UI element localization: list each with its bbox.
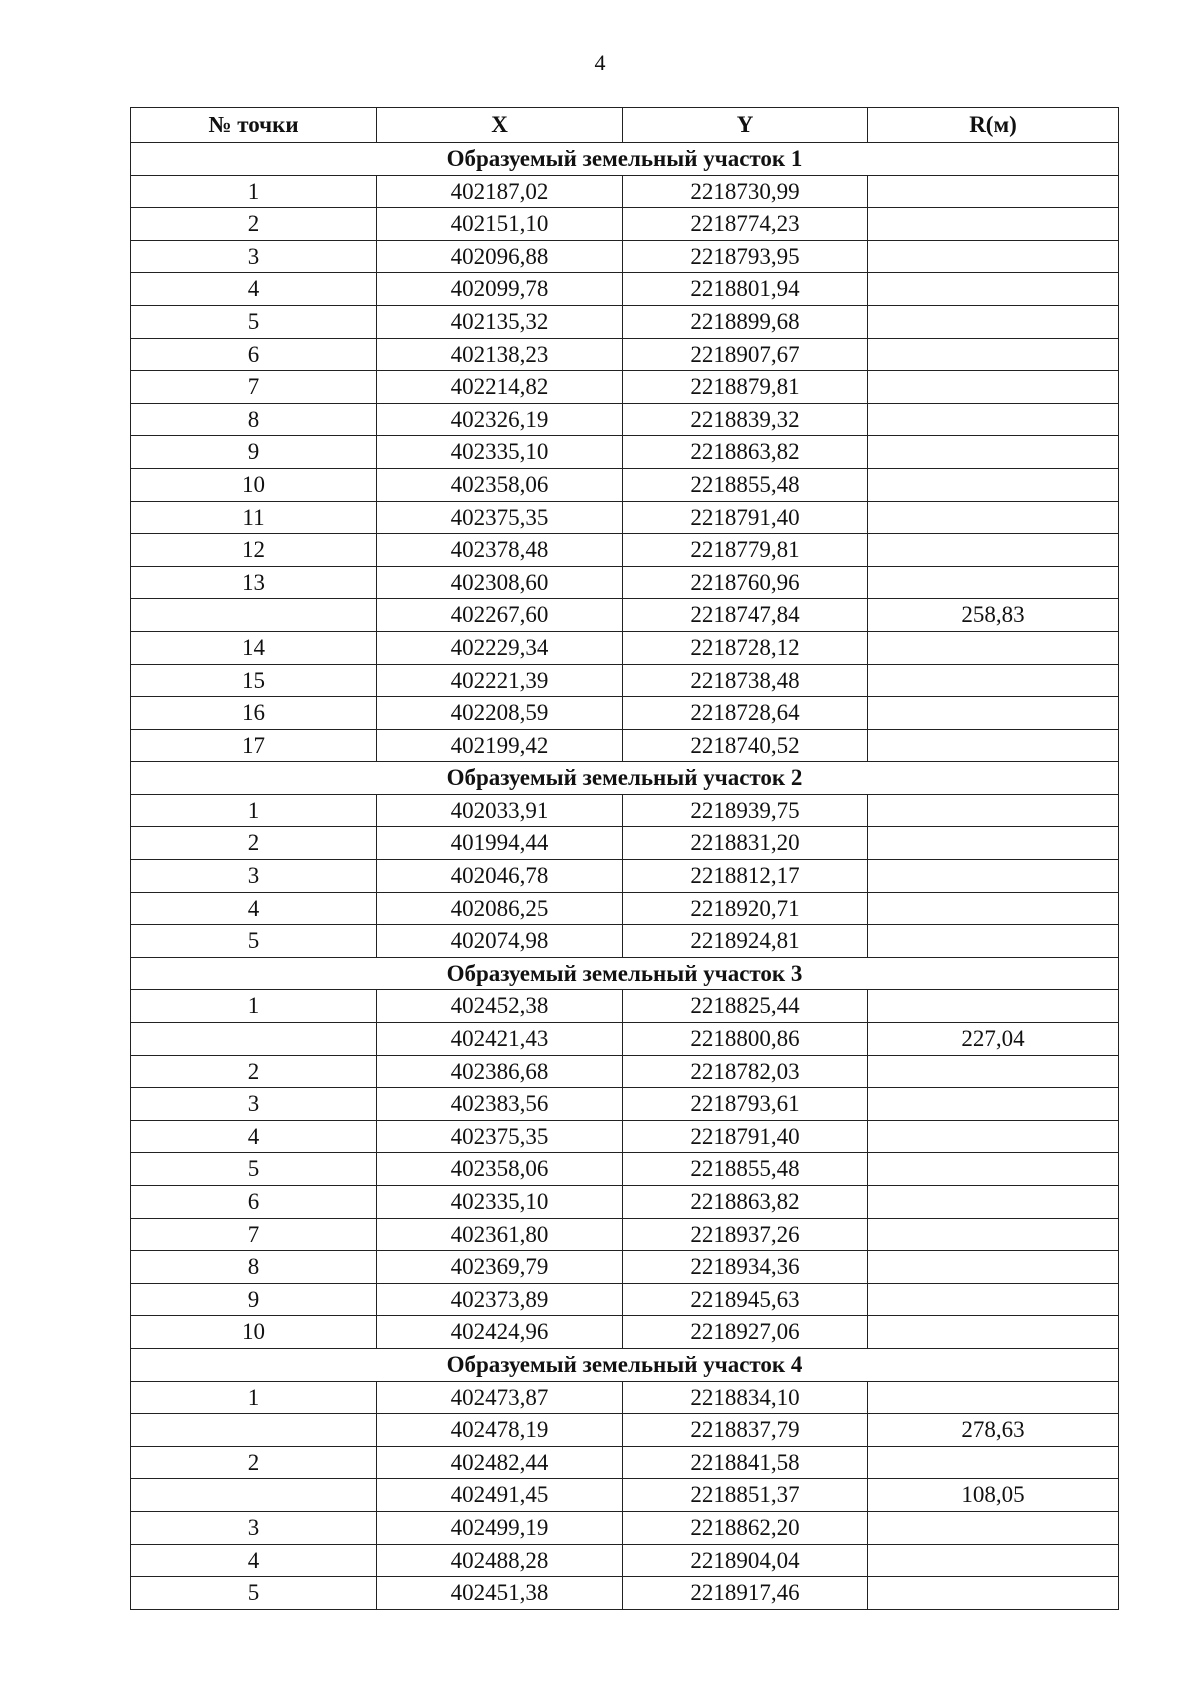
cell-point-number (131, 1479, 377, 1512)
cell-point-number: 2 (131, 1446, 377, 1479)
cell-radius (868, 566, 1119, 599)
cell-point-number: 3 (131, 860, 377, 893)
section-title: Образуемый земельный участок 3 (131, 957, 1119, 990)
section-title: Образуемый земельный участок 2 (131, 762, 1119, 795)
cell-x: 402135,32 (377, 305, 623, 338)
cell-y: 2218730,99 (623, 175, 868, 208)
table-row (131, 1218, 1119, 1251)
cell-point-number: 5 (131, 1153, 377, 1186)
cell-point-number: 10 (131, 1316, 377, 1349)
cell-point-number: 8 (131, 1251, 377, 1284)
cell-radius: 227,04 (868, 1023, 1119, 1056)
table-row (131, 1283, 1119, 1316)
cell-y: 2218920,71 (623, 892, 868, 925)
coordinates-table (130, 107, 1119, 1610)
cell-x: 401994,44 (377, 827, 623, 860)
table-body (131, 143, 1119, 1610)
cell-y: 2218907,67 (623, 338, 868, 371)
cell-radius (868, 501, 1119, 534)
cell-point-number: 2 (131, 1055, 377, 1088)
cell-y: 2218937,26 (623, 1218, 868, 1251)
table-row (131, 566, 1119, 599)
cell-point-number: 2 (131, 827, 377, 860)
cell-radius (868, 892, 1119, 925)
cell-point-number: 4 (131, 892, 377, 925)
cell-radius (868, 371, 1119, 404)
section-row (131, 1348, 1119, 1381)
cell-point-number: 3 (131, 1088, 377, 1121)
cell-radius (868, 1120, 1119, 1153)
cell-radius (868, 436, 1119, 469)
cell-radius (868, 1577, 1119, 1610)
cell-y: 2218855,48 (623, 468, 868, 501)
cell-y: 2218812,17 (623, 860, 868, 893)
cell-radius (868, 1446, 1119, 1479)
cell-x: 402473,87 (377, 1381, 623, 1414)
cell-x: 402358,06 (377, 468, 623, 501)
table-row (131, 1316, 1119, 1349)
cell-x: 402096,88 (377, 240, 623, 273)
cell-y: 2218728,12 (623, 631, 868, 664)
cell-point-number: 11 (131, 501, 377, 534)
cell-y: 2218863,82 (623, 436, 868, 469)
cell-x: 402482,44 (377, 1446, 623, 1479)
table-row (131, 175, 1119, 208)
table-row (131, 925, 1119, 958)
cell-y: 2218728,64 (623, 697, 868, 730)
cell-y: 2218904,04 (623, 1544, 868, 1577)
table-row (131, 468, 1119, 501)
section-title: Образуемый земельный участок 1 (131, 143, 1119, 176)
table-row (131, 827, 1119, 860)
section-row (131, 143, 1119, 176)
cell-y: 2218782,03 (623, 1055, 868, 1088)
cell-x: 402229,34 (377, 631, 623, 664)
table-header (131, 108, 1119, 143)
cell-y: 2218863,82 (623, 1186, 868, 1219)
table-row (131, 338, 1119, 371)
page-number: 4 (594, 50, 606, 75)
cell-radius (868, 729, 1119, 762)
table-row (131, 1381, 1119, 1414)
cell-radius (868, 1511, 1119, 1544)
table-row (131, 501, 1119, 534)
cell-x: 402046,78 (377, 860, 623, 893)
cell-radius (868, 305, 1119, 338)
cell-point-number: 1 (131, 990, 377, 1023)
cell-x: 402199,42 (377, 729, 623, 762)
cell-point-number: 8 (131, 403, 377, 436)
cell-point-number (131, 1023, 377, 1056)
cell-x: 402308,60 (377, 566, 623, 599)
cell-point-number: 6 (131, 1186, 377, 1219)
cell-radius (868, 175, 1119, 208)
cell-point-number: 16 (131, 697, 377, 730)
table-row (131, 1544, 1119, 1577)
cell-y: 2218779,81 (623, 534, 868, 567)
cell-x: 402424,96 (377, 1316, 623, 1349)
cell-radius (868, 1251, 1119, 1284)
cell-y: 2218793,61 (623, 1088, 868, 1121)
cell-point-number: 3 (131, 1511, 377, 1544)
cell-point-number: 7 (131, 1218, 377, 1251)
cell-x: 402221,39 (377, 664, 623, 697)
table-row (131, 240, 1119, 273)
cell-point-number: 3 (131, 240, 377, 273)
cell-y: 2218939,75 (623, 794, 868, 827)
cell-radius (868, 208, 1119, 241)
cell-radius (868, 1088, 1119, 1121)
header-y: Y (623, 108, 868, 143)
cell-y: 2218740,52 (623, 729, 868, 762)
table-row (131, 1479, 1119, 1512)
cell-y: 2218831,20 (623, 827, 868, 860)
table-row (131, 631, 1119, 664)
cell-y: 2218800,86 (623, 1023, 868, 1056)
cell-x: 402375,35 (377, 501, 623, 534)
cell-radius: 278,63 (868, 1414, 1119, 1447)
cell-y: 2218791,40 (623, 1120, 868, 1153)
cell-point-number: 5 (131, 1577, 377, 1610)
cell-x: 402187,02 (377, 175, 623, 208)
cell-x: 402099,78 (377, 273, 623, 306)
cell-y: 2218837,79 (623, 1414, 868, 1447)
table-row (131, 371, 1119, 404)
table-row (131, 1088, 1119, 1121)
header-x: X (377, 108, 623, 143)
cell-y: 2218801,94 (623, 273, 868, 306)
cell-radius (868, 338, 1119, 371)
cell-x: 402033,91 (377, 794, 623, 827)
cell-x: 402151,10 (377, 208, 623, 241)
cell-x: 402378,48 (377, 534, 623, 567)
cell-x: 402478,19 (377, 1414, 623, 1447)
cell-radius (868, 1055, 1119, 1088)
cell-y: 2218927,06 (623, 1316, 868, 1349)
cell-point-number: 9 (131, 1283, 377, 1316)
cell-point-number: 4 (131, 273, 377, 306)
cell-x: 402383,56 (377, 1088, 623, 1121)
cell-y: 2218924,81 (623, 925, 868, 958)
cell-point-number: 9 (131, 436, 377, 469)
table-row (131, 729, 1119, 762)
cell-point-number: 1 (131, 1381, 377, 1414)
cell-y: 2218774,23 (623, 208, 868, 241)
cell-x: 402386,68 (377, 1055, 623, 1088)
section-row (131, 762, 1119, 795)
cell-point-number: 5 (131, 305, 377, 338)
cell-x: 402335,10 (377, 436, 623, 469)
cell-y: 2218851,37 (623, 1479, 868, 1512)
cell-y: 2218945,63 (623, 1283, 868, 1316)
cell-point-number: 6 (131, 338, 377, 371)
cell-x: 402369,79 (377, 1251, 623, 1284)
table-row (131, 697, 1119, 730)
cell-radius (868, 860, 1119, 893)
section-row (131, 957, 1119, 990)
section-title: Образуемый земельный участок 4 (131, 1348, 1119, 1381)
table-row (131, 1251, 1119, 1284)
table-row (131, 664, 1119, 697)
cell-x: 402326,19 (377, 403, 623, 436)
header-point-number: № точки (131, 108, 377, 143)
cell-radius: 258,83 (868, 599, 1119, 632)
cell-radius (868, 1218, 1119, 1251)
cell-y: 2218899,68 (623, 305, 868, 338)
table-row (131, 534, 1119, 567)
cell-x: 402373,89 (377, 1283, 623, 1316)
cell-radius (868, 631, 1119, 664)
table-row (131, 273, 1119, 306)
cell-y: 2218862,20 (623, 1511, 868, 1544)
cell-x: 402074,98 (377, 925, 623, 958)
cell-point-number: 5 (131, 925, 377, 958)
cell-x: 402421,43 (377, 1023, 623, 1056)
cell-x: 402488,28 (377, 1544, 623, 1577)
table-row (131, 403, 1119, 436)
cell-point-number: 1 (131, 794, 377, 827)
cell-y: 2218825,44 (623, 990, 868, 1023)
table-row (131, 1511, 1119, 1544)
cell-point-number: 2 (131, 208, 377, 241)
table-row (131, 1186, 1119, 1219)
cell-y: 2218738,48 (623, 664, 868, 697)
cell-radius (868, 273, 1119, 306)
cell-radius (868, 1544, 1119, 1577)
cell-y: 2218855,48 (623, 1153, 868, 1186)
table-row (131, 1446, 1119, 1479)
cell-x: 402267,60 (377, 599, 623, 632)
cell-radius (868, 1381, 1119, 1414)
table-row (131, 208, 1119, 241)
cell-radius: 108,05 (868, 1479, 1119, 1512)
cell-radius (868, 794, 1119, 827)
table-row (131, 892, 1119, 925)
table-row (131, 305, 1119, 338)
cell-y: 2218934,36 (623, 1251, 868, 1284)
cell-point-number: 7 (131, 371, 377, 404)
header-row (131, 108, 1119, 143)
cell-y: 2218834,10 (623, 1381, 868, 1414)
cell-y: 2218841,58 (623, 1446, 868, 1479)
cell-point-number: 17 (131, 729, 377, 762)
cell-radius (868, 827, 1119, 860)
table-row (131, 599, 1119, 632)
table-row (131, 1023, 1119, 1056)
table-row (131, 794, 1119, 827)
cell-y: 2218917,46 (623, 1577, 868, 1610)
table-row (131, 1153, 1119, 1186)
cell-x: 402335,10 (377, 1186, 623, 1219)
cell-radius (868, 1186, 1119, 1219)
cell-y: 2218747,84 (623, 599, 868, 632)
cell-radius (868, 534, 1119, 567)
cell-y: 2218793,95 (623, 240, 868, 273)
cell-x: 402499,19 (377, 1511, 623, 1544)
table-row (131, 1120, 1119, 1153)
cell-radius (868, 468, 1119, 501)
cell-y: 2218760,96 (623, 566, 868, 599)
cell-x: 402138,23 (377, 338, 623, 371)
table-row (131, 1414, 1119, 1447)
table-row (131, 436, 1119, 469)
cell-radius (868, 925, 1119, 958)
cell-x: 402214,82 (377, 371, 623, 404)
cell-radius (868, 990, 1119, 1023)
cell-point-number (131, 599, 377, 632)
cell-x: 402452,38 (377, 990, 623, 1023)
cell-point-number: 10 (131, 468, 377, 501)
cell-y: 2218839,32 (623, 403, 868, 436)
cell-point-number: 13 (131, 566, 377, 599)
cell-x: 402086,25 (377, 892, 623, 925)
table-row (131, 1055, 1119, 1088)
cell-radius (868, 240, 1119, 273)
cell-point-number: 4 (131, 1544, 377, 1577)
cell-point-number: 12 (131, 534, 377, 567)
cell-radius (868, 1316, 1119, 1349)
cell-x: 402451,38 (377, 1577, 623, 1610)
cell-x: 402375,35 (377, 1120, 623, 1153)
table-row (131, 860, 1119, 893)
cell-y: 2218879,81 (623, 371, 868, 404)
cell-point-number: 15 (131, 664, 377, 697)
cell-point-number (131, 1414, 377, 1447)
cell-x: 402208,59 (377, 697, 623, 730)
cell-x: 402361,80 (377, 1218, 623, 1251)
cell-y: 2218791,40 (623, 501, 868, 534)
table-row (131, 1577, 1119, 1610)
cell-radius (868, 1283, 1119, 1316)
cell-radius (868, 1153, 1119, 1186)
header-radius: R(м) (868, 108, 1119, 143)
cell-point-number: 4 (131, 1120, 377, 1153)
cell-point-number: 1 (131, 175, 377, 208)
cell-radius (868, 664, 1119, 697)
cell-x: 402491,45 (377, 1479, 623, 1512)
cell-radius (868, 403, 1119, 436)
cell-point-number: 14 (131, 631, 377, 664)
cell-x: 402358,06 (377, 1153, 623, 1186)
table-row (131, 990, 1119, 1023)
cell-radius (868, 697, 1119, 730)
